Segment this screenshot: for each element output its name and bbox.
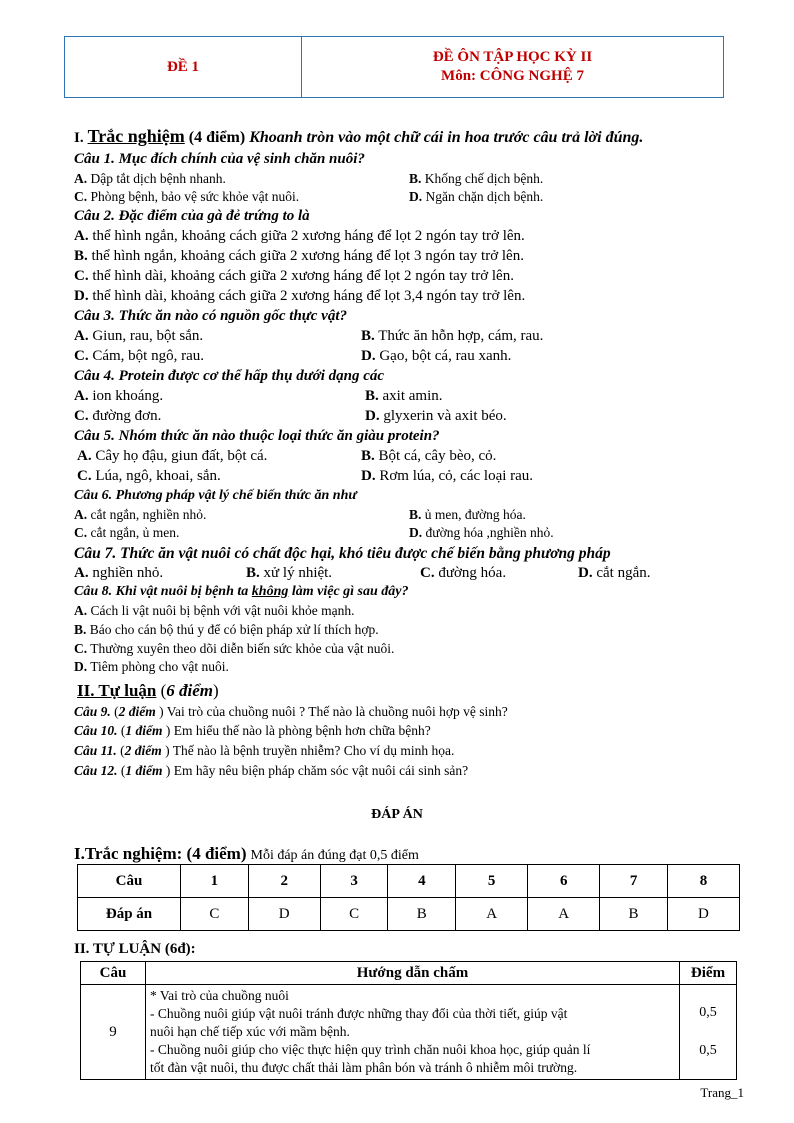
exam-title-cell	[302, 37, 723, 97]
q8-option-b: B. Báo cho cán bộ thú y để có biện pháp xử lí thích hợp.	[74, 622, 379, 637]
question-5: Câu 5. Nhóm thức ăn nào thuộc loại thức ăn giàu protein?	[74, 428, 440, 444]
answer-table-row-answer: Đáp án C D C B A A B D	[78, 898, 740, 931]
q6-option-b: B. ủ men, đường hóa.	[409, 507, 526, 522]
part1-heading: I. Trắc nghiệm (4 điểm) Khoanh tròn vào một chữ cái in hoa trước câu trả lời đúng.	[74, 126, 644, 146]
exam-number: ĐỀ 1	[65, 37, 302, 97]
grading-guide: * Vai trò của chuồng nuôi - Chuồng nuôi giúp vật nuôi tránh được những thay đổi của thời tiết, giúp vật nuôi hạn chế tiếp xúc với mầm bệnh. - Chuồng nuôi giúp cho việc thực hiện quy trình chăn nuôi khoa học, giúp quản lí tốt đàn vật nuôi, thu được chất thải làm phân bón và tránh ô nhiễm môi trường.	[146, 985, 680, 1080]
essay-question-11: Câu 11. (2 điểm ) Thế nào là bệnh truyền nhiễm? Cho ví dụ minh họa.	[74, 743, 455, 758]
q5-option-c: C. Lúa, ngô, khoai, sắn.	[77, 468, 221, 484]
q7-option-b: B. xử lý nhiệt.	[246, 565, 333, 581]
q6-option-a: A. cắt ngắn, nghiền nhỏ.	[74, 507, 207, 522]
q7-option-d: D. cắt ngắn.	[578, 565, 651, 581]
q3-option-c: C. Cám, bột ngô, rau.	[74, 348, 204, 364]
page-footer: Trang_1	[700, 1085, 744, 1100]
q7-option-c: C. đường hóa.	[420, 565, 507, 581]
q8-option-d: D. Tiêm phòng cho vật nuôi.	[74, 659, 229, 674]
q2-option-c: C. thể hình dài, khoảng cách giữa 2 xương háng để lọt 2 ngón tay trở lên.	[74, 268, 514, 284]
q5-option-b: B. Bột cá, cây bèo, cỏ.	[361, 448, 497, 464]
question-2: Câu 2. Đặc điểm của gà đẻ trứng to là	[74, 208, 310, 224]
part1-instruction: Khoanh tròn vào một chữ cái in hoa trước câu trả lời đúng.	[249, 129, 644, 146]
answer-table-row-question: Câu 1 2 3 4 5 6 7 8	[78, 865, 740, 898]
q3-option-a: A. Giun, rau, bột sắn.	[74, 328, 204, 344]
score-cell: 0,5 0,5	[680, 985, 737, 1080]
answer-part1-heading: I.Trắc nghiệm: (4 điểm) Mỗi đáp án đúng đạt 0,5 điểm	[74, 844, 419, 863]
answer-part2-heading: II. TỰ LUẬN (6đ):	[74, 941, 196, 957]
q3-option-d: D. Gạo, bột cá, rau xanh.	[361, 348, 512, 364]
q4-option-a: A. ion khoáng.	[74, 388, 164, 404]
q2-option-a: A. thể hình ngắn, khoảng cách giữa 2 xương háng để lọt 2 ngón tay trở lên.	[74, 228, 525, 244]
q6-option-c: C. cắt ngắn, ủ men.	[74, 525, 180, 540]
essay-table-header: Câu Hướng dẫn chấm Điểm	[81, 962, 737, 985]
q6-option-d: D. đường hóa ,nghiền nhỏ.	[409, 525, 554, 540]
essay-grading-table	[80, 961, 737, 1080]
answer-title: ĐÁP ÁN	[371, 807, 423, 822]
question-8: Câu 8. Khi vật nuôi bị bệnh ta không làm việc gì sau đây?	[74, 584, 409, 599]
essay-question-12: Câu 12. (1 điểm ) Em hãy nêu biện pháp chăm sóc vật nuôi cái sinh sản?	[74, 763, 469, 778]
answer-table	[77, 864, 740, 931]
question-4: Câu 4. Protein được cơ thể hấp thụ dưới dạng các	[74, 368, 385, 384]
question-7: Câu 7. Thức ăn vật nuôi có chất độc hại, khó tiêu được chế biến bằng phương pháp	[74, 545, 611, 562]
q2-option-b: B. thể hình ngắn, khoảng cách giữa 2 xương háng để lọt 3 ngón tay trở lên.	[74, 248, 524, 264]
exam-subject: Môn: CÔNG NGHỆ 7	[441, 68, 584, 84]
part1-title: Trắc nghiệm	[87, 126, 185, 146]
question-3: Câu 3. Thức ăn nào có nguồn gốc thực vật?	[74, 308, 348, 324]
q4-option-d: D. glyxerin và axit béo.	[365, 408, 507, 424]
essay-question-9: Câu 9. (2 điểm ) Vai trò của chuồng nuôi ? Thế nào là chuồng nuôi hợp vệ sinh?	[74, 704, 508, 719]
exam-title: ĐỀ ÔN TẬP HỌC KỲ II	[432, 49, 593, 65]
q8-option-c: C. Thường xuyên theo dõi diễn biến sức khỏe của vật nuôi.	[74, 641, 395, 656]
question-1: Câu 1. Mục đích chính của vệ sinh chăn nuôi?	[74, 151, 365, 167]
q1-option-d: D. Ngăn chặn dịch bệnh.	[409, 189, 544, 204]
q5-option-a: A. Cây họ đậu, giun đất, bột cá.	[77, 448, 268, 464]
question-6: Câu 6. Phương pháp vật lý chế biến thức ăn như	[74, 488, 357, 503]
q1-option-a: A. Dập tắt dịch bệnh nhanh.	[74, 171, 226, 186]
q8-option-a: A. Cách li vật nuôi bị bệnh với vật nuôi khỏe mạnh.	[74, 603, 355, 618]
q4-option-b: B. axit amin.	[365, 388, 443, 404]
q5-option-d: D. Rơm lúa, cỏ, các loại rau.	[361, 468, 534, 484]
part2-heading: II. Tự luận (6 điểm)	[77, 681, 219, 700]
q3-option-b: B. Thức ăn hỗn hợp, cám, rau.	[361, 328, 544, 344]
essay-table-row: 9 * Vai trò của chuồng nuôi - Chuồng nuôi giúp vật nuôi tránh được những thay đổi của thời tiết, giúp vật nuôi hạn chế tiếp xúc với mầm bệnh. - Chuồng nuôi giúp cho việc thực hiện quy trình chăn nuôi khoa học, giúp quản lí tốt đàn vật nuôi, thu được chất thải làm phân bón và tránh ô nhiễm môi trường. 0,5 0,5	[81, 985, 737, 1080]
q7-option-a: A. nghiền nhỏ.	[74, 565, 164, 581]
q2-option-d: D. thể hình dài, khoảng cách giữa 2 xương háng để lọt 3,4 ngón tay trở lên.	[74, 288, 526, 304]
q1-option-c: C. Phòng bệnh, bảo vệ sức khỏe vật nuôi.	[74, 189, 300, 204]
header-box	[64, 36, 724, 98]
q1-option-b: B. Khống chế dịch bệnh.	[409, 171, 544, 186]
essay-question-10: Câu 10. (1 điểm ) Em hiểu thế nào là phòng bệnh hơn chữa bệnh?	[74, 723, 431, 738]
q4-option-c: C. đường đơn.	[74, 408, 162, 424]
